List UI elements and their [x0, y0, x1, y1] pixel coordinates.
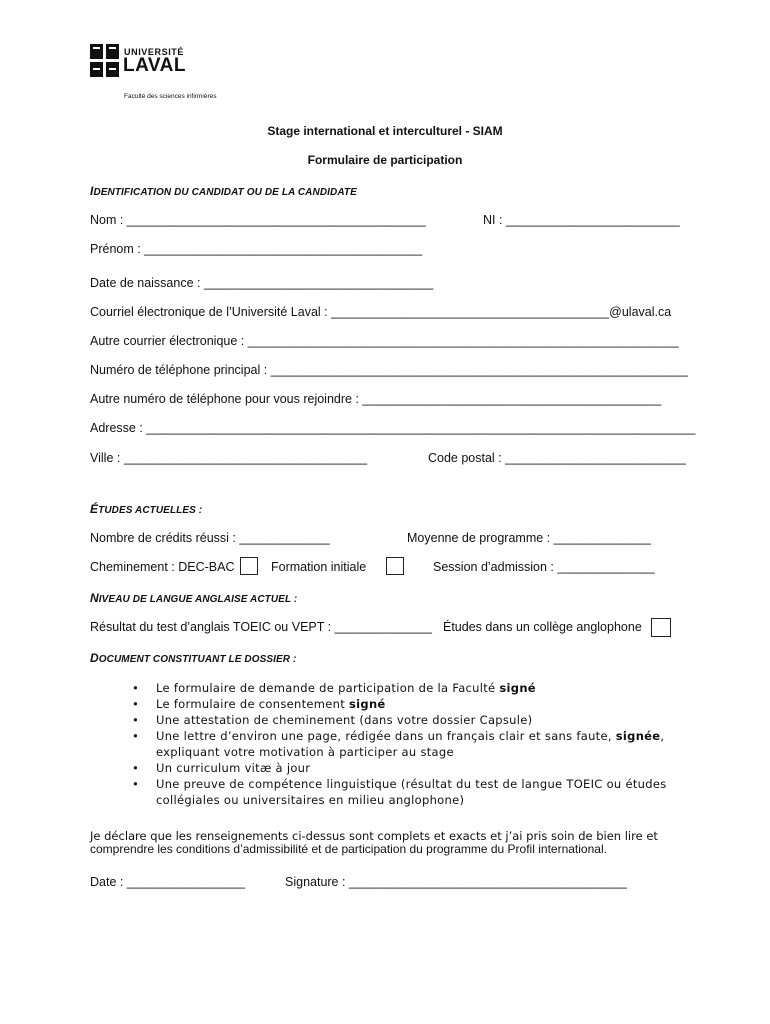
field-courriel-ulaval[interactable]: Courriel électronique de l’Université Laval : ________________________________________@ulaval.ca: [90, 305, 672, 319]
field-resultat-anglais[interactable]: Résultat du test d’anglais TOEIC ou VEPT : ______________: [90, 620, 432, 634]
crest-icon: [90, 44, 120, 78]
field-code-postal[interactable]: Code postal : __________________________: [428, 451, 686, 465]
list-item: • Une attestation de cheminement (dans votre dossier Capsule): [130, 712, 676, 728]
field-autre-courriel[interactable]: Autre courrier électronique : ______________________________________________________________: [90, 334, 679, 348]
document-title: Stage international et interculturel - SIAM: [267, 124, 503, 138]
label-formation-initiale: Formation initiale: [271, 560, 367, 574]
logo-faculty: Faculté des sciences infirmières: [124, 93, 217, 100]
section-langue-heading: NIVEAU DE LANGUE ANGLAISE ACTUEL :: [90, 591, 298, 605]
checkbox-formation-initiale[interactable]: [386, 557, 404, 575]
field-date[interactable]: Date : _________________: [90, 875, 246, 889]
university-logo: [90, 44, 230, 104]
checkbox-college-anglophone[interactable]: [651, 618, 671, 637]
label-cheminement: Cheminement : DEC-BAC: [90, 560, 235, 574]
checkbox-dec-bac[interactable]: [240, 557, 258, 575]
field-date-naissance[interactable]: Date de naissance : _________________________________: [90, 276, 434, 290]
field-ni[interactable]: NI : _________________________: [483, 213, 680, 227]
field-telephone-principal[interactable]: Numéro de téléphone principal : ____________________________________________________________: [90, 363, 688, 377]
declaration-text: [90, 830, 690, 856]
field-ville[interactable]: Ville : ___________________________________: [90, 451, 368, 465]
section-identification-heading: IDENTIFICATION DU CANDIDAT OU DE LA CANDIDATE: [90, 184, 357, 198]
field-adresse[interactable]: Adresse : _______________________________________________________________________________: [90, 421, 696, 435]
logo-university: UNIVERSITÉ: [124, 47, 185, 57]
list-item: • Une lettre d’environ une page, rédigée dans un français clair et sans faute, signée, expliquant votre motivation à participer au stage: [130, 728, 676, 760]
field-autre-telephone[interactable]: Autre numéro de téléphone pour vous rejoindre : ___________________________________________: [90, 392, 662, 406]
list-item: • Le formulaire de consentement signé: [130, 696, 676, 712]
field-session-admission[interactable]: Session d’admission : ______________: [433, 560, 655, 574]
declaration-line-1: Je déclare que les renseignements ci-dessus sont complets et exacts et j’ai pris soin de bien lire et: [90, 829, 658, 843]
field-prenom[interactable]: Prénom : ________________________________________: [90, 242, 423, 256]
label-college-anglophone: Études dans un collège anglophone: [443, 620, 642, 634]
list-item: • Une preuve de compétence linguistique (résultat du test de langue TOEIC ou études collégiales ou universitaires en milieu anglophone): [130, 776, 676, 808]
list-item: • Le formulaire de demande de participation de la Faculté signé: [130, 680, 676, 696]
field-moyenne[interactable]: Moyenne de programme : ______________: [407, 531, 651, 545]
field-credits[interactable]: Nombre de crédits réussi : _____________: [90, 531, 330, 545]
logo-name: LAVAL: [123, 55, 187, 76]
section-etudes-heading: ÉTUDES ACTUELLES :: [90, 502, 203, 516]
document-list: [130, 680, 676, 808]
declaration-line-2: comprendre les conditions d’admissibilité et de participation du programme du Profil international.: [90, 842, 607, 856]
field-signature[interactable]: Signature : ________________________________________: [285, 875, 628, 889]
document-subtitle: Formulaire de participation: [307, 153, 463, 167]
section-dossier-heading: DOCUMENT CONSTITUANT LE DOSSIER :: [90, 651, 297, 665]
list-item: • Un curriculum vitæ à jour: [130, 760, 676, 776]
field-nom[interactable]: Nom : ___________________________________________: [90, 213, 426, 227]
